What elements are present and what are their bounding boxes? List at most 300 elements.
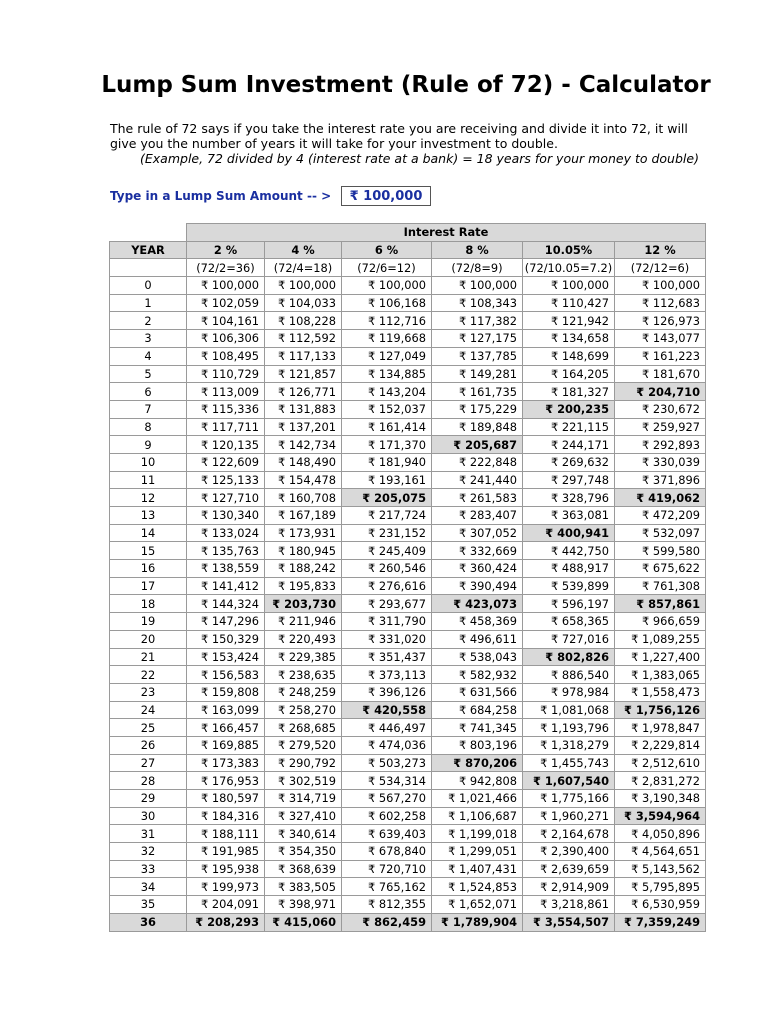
value-cell: ₹ 230,672 <box>615 400 706 418</box>
table-row <box>110 896 706 914</box>
value-cell: ₹ 181,940 <box>342 453 432 471</box>
value-cell: ₹ 188,242 <box>265 560 342 578</box>
value-cell: ₹ 184,316 <box>187 807 265 825</box>
value-cell: ₹ 276,616 <box>342 577 432 595</box>
value-cell: ₹ 244,171 <box>523 436 615 454</box>
value-cell: ₹ 297,748 <box>523 471 615 489</box>
value-cell: ₹ 446,497 <box>342 719 432 737</box>
table-row <box>110 524 706 542</box>
value-cell: ₹ 135,763 <box>187 542 265 560</box>
lump-sum-prompt: Type in a Lump Sum Amount -- > <box>110 189 332 203</box>
value-cell: ₹ 3,218,861 <box>523 896 615 914</box>
value-cell: ₹ 458,369 <box>432 613 523 631</box>
intro-description: The rule of 72 says if you take the interest rate you are receiving and divide it into 72, it will give you the number of years it will take for your investment to double. <box>110 121 688 151</box>
table-row <box>110 790 706 808</box>
value-cell: ₹ 761,308 <box>615 577 706 595</box>
value-cell: ₹ 2,914,909 <box>523 878 615 896</box>
value-cell: ₹ 211,946 <box>265 613 342 631</box>
value-cell: ₹ 3,594,964 <box>615 807 706 825</box>
value-cell: ₹ 180,597 <box>187 790 265 808</box>
value-cell: ₹ 115,336 <box>187 400 265 418</box>
value-cell: ₹ 496,611 <box>432 630 523 648</box>
value-cell: ₹ 127,710 <box>187 489 265 507</box>
value-cell: ₹ 110,729 <box>187 365 265 383</box>
intro-example: (Example, 72 divided by 4 (interest rate at a bank) = 18 years for your money to double) <box>140 151 699 166</box>
value-cell: ₹ 220,493 <box>265 630 342 648</box>
value-cell: ₹ 269,632 <box>523 453 615 471</box>
value-cell: ₹ 199,973 <box>187 878 265 896</box>
value-cell: ₹ 1,193,796 <box>523 719 615 737</box>
value-cell: ₹ 307,052 <box>432 524 523 542</box>
value-cell: ₹ 169,885 <box>187 736 265 754</box>
value-cell: ₹ 6,530,959 <box>615 896 706 914</box>
table-row <box>110 683 706 701</box>
value-cell: ₹ 260,546 <box>342 560 432 578</box>
value-cell: ₹ 100,000 <box>187 277 265 295</box>
year-cell: 17 <box>110 577 187 595</box>
value-cell: ₹ 351,437 <box>342 648 432 666</box>
value-cell: ₹ 978,984 <box>523 683 615 701</box>
value-cell: ₹ 371,896 <box>615 471 706 489</box>
value-cell: ₹ 5,795,895 <box>615 878 706 896</box>
year-cell: 15 <box>110 542 187 560</box>
value-cell: ₹ 472,209 <box>615 507 706 525</box>
table-row <box>110 666 706 684</box>
table-row <box>110 330 706 348</box>
table-row <box>110 577 706 595</box>
rate-header: 10.05% <box>523 241 615 259</box>
value-cell: ₹ 942,808 <box>432 772 523 790</box>
value-cell: ₹ 231,152 <box>342 524 432 542</box>
value-cell: ₹ 1,652,071 <box>432 896 523 914</box>
year-cell: 31 <box>110 825 187 843</box>
year-cell: 22 <box>110 666 187 684</box>
year-cell: 19 <box>110 613 187 631</box>
value-cell: ₹ 245,409 <box>342 542 432 560</box>
value-cell: ₹ 127,049 <box>342 347 432 365</box>
value-cell: ₹ 398,971 <box>265 896 342 914</box>
value-cell: ₹ 2,390,400 <box>523 843 615 861</box>
value-cell: ₹ 176,953 <box>187 772 265 790</box>
value-cell: ₹ 684,258 <box>432 701 523 719</box>
value-cell: ₹ 802,826 <box>523 648 615 666</box>
value-cell: ₹ 189,848 <box>432 418 523 436</box>
value-cell: ₹ 2,229,814 <box>615 736 706 754</box>
value-cell: ₹ 137,785 <box>432 347 523 365</box>
value-cell: ₹ 148,490 <box>265 453 342 471</box>
year-cell: 18 <box>110 595 187 613</box>
value-cell: ₹ 442,750 <box>523 542 615 560</box>
year-cell: 11 <box>110 471 187 489</box>
value-cell: ₹ 538,043 <box>432 648 523 666</box>
value-cell: ₹ 1,524,853 <box>432 878 523 896</box>
year-cell: 30 <box>110 807 187 825</box>
value-cell: ₹ 2,512,610 <box>615 754 706 772</box>
value-cell: ₹ 1,407,431 <box>432 860 523 878</box>
value-cell: ₹ 122,609 <box>187 453 265 471</box>
value-cell: ₹ 205,687 <box>432 436 523 454</box>
value-cell: ₹ 423,073 <box>432 595 523 613</box>
value-cell: ₹ 204,091 <box>187 896 265 914</box>
year-cell: 6 <box>110 383 187 401</box>
rate-header: 2 % <box>187 241 265 259</box>
value-cell: ₹ 173,383 <box>187 754 265 772</box>
value-cell: ₹ 474,036 <box>342 736 432 754</box>
value-cell: ₹ 127,175 <box>432 330 523 348</box>
value-cell: ₹ 1,318,279 <box>523 736 615 754</box>
rule-label: (72/6=12) <box>342 259 432 277</box>
table-row <box>110 701 706 719</box>
table-row <box>110 400 706 418</box>
value-cell: ₹ 159,808 <box>187 683 265 701</box>
year-cell: 29 <box>110 790 187 808</box>
year-cell: 16 <box>110 560 187 578</box>
value-cell: ₹ 658,365 <box>523 613 615 631</box>
value-cell: ₹ 327,410 <box>265 807 342 825</box>
rate-header: 4 % <box>265 241 342 259</box>
value-cell: ₹ 2,164,678 <box>523 825 615 843</box>
value-cell: ₹ 163,099 <box>187 701 265 719</box>
year-cell: 10 <box>110 453 187 471</box>
value-cell: ₹ 125,133 <box>187 471 265 489</box>
value-cell: ₹ 1,960,271 <box>523 807 615 825</box>
header-blank <box>110 224 187 242</box>
value-cell: ₹ 283,407 <box>432 507 523 525</box>
table-row <box>110 560 706 578</box>
table-row <box>110 754 706 772</box>
value-cell: ₹ 765,162 <box>342 878 432 896</box>
value-cell: ₹ 488,917 <box>523 560 615 578</box>
interest-rate-header: Interest Rate <box>187 224 706 242</box>
table-row <box>110 507 706 525</box>
rule-label: (72/4=18) <box>265 259 342 277</box>
value-cell: ₹ 1,558,473 <box>615 683 706 701</box>
value-cell: ₹ 279,520 <box>265 736 342 754</box>
value-cell: ₹ 1,021,466 <box>432 790 523 808</box>
value-cell: ₹ 419,062 <box>615 489 706 507</box>
value-cell: ₹ 1,227,400 <box>615 648 706 666</box>
value-cell: ₹ 180,945 <box>265 542 342 560</box>
value-cell: ₹ 142,734 <box>265 436 342 454</box>
investment-table <box>109 223 706 932</box>
value-cell: ₹ 134,885 <box>342 365 432 383</box>
year-cell: 13 <box>110 507 187 525</box>
year-cell: 21 <box>110 648 187 666</box>
year-cell: 0 <box>110 277 187 295</box>
value-cell: ₹ 152,037 <box>342 400 432 418</box>
value-cell: ₹ 161,414 <box>342 418 432 436</box>
value-cell: ₹ 160,708 <box>265 489 342 507</box>
value-cell: ₹ 108,228 <box>265 312 342 330</box>
value-cell: ₹ 200,235 <box>523 400 615 418</box>
value-cell: ₹ 138,559 <box>187 560 265 578</box>
rate-header: 6 % <box>342 241 432 259</box>
value-cell: ₹ 420,558 <box>342 701 432 719</box>
value-cell: ₹ 259,927 <box>615 418 706 436</box>
year-cell: 23 <box>110 683 187 701</box>
value-cell: ₹ 3,554,507 <box>523 913 615 931</box>
value-cell: ₹ 161,735 <box>432 383 523 401</box>
value-cell: ₹ 238,635 <box>265 666 342 684</box>
value-cell: ₹ 7,359,249 <box>615 913 706 931</box>
table-row <box>110 347 706 365</box>
value-cell: ₹ 1,756,126 <box>615 701 706 719</box>
value-cell: ₹ 121,942 <box>523 312 615 330</box>
value-cell: ₹ 143,204 <box>342 383 432 401</box>
value-cell: ₹ 1,081,068 <box>523 701 615 719</box>
value-cell: ₹ 100,000 <box>342 277 432 295</box>
value-cell: ₹ 1,299,051 <box>432 843 523 861</box>
value-cell: ₹ 112,592 <box>265 330 342 348</box>
value-cell: ₹ 354,350 <box>265 843 342 861</box>
table-row <box>110 736 706 754</box>
value-cell: ₹ 727,016 <box>523 630 615 648</box>
year-cell: 35 <box>110 896 187 914</box>
year-cell: 36 <box>110 913 187 931</box>
value-cell: ₹ 383,505 <box>265 878 342 896</box>
year-cell: 24 <box>110 701 187 719</box>
value-cell: ₹ 261,583 <box>432 489 523 507</box>
value-cell: ₹ 363,081 <box>523 507 615 525</box>
value-cell: ₹ 137,201 <box>265 418 342 436</box>
table-row <box>110 453 706 471</box>
value-cell: ₹ 373,113 <box>342 666 432 684</box>
table-row <box>110 542 706 560</box>
value-cell: ₹ 532,097 <box>615 524 706 542</box>
value-cell: ₹ 117,711 <box>187 418 265 436</box>
value-cell: ₹ 112,716 <box>342 312 432 330</box>
table-row <box>110 772 706 790</box>
value-cell: ₹ 1,978,847 <box>615 719 706 737</box>
value-cell: ₹ 149,281 <box>432 365 523 383</box>
value-cell: ₹ 966,659 <box>615 613 706 631</box>
value-cell: ₹ 1,607,540 <box>523 772 615 790</box>
value-cell: ₹ 248,259 <box>265 683 342 701</box>
value-cell: ₹ 133,024 <box>187 524 265 542</box>
table-row <box>110 365 706 383</box>
year-cell: 5 <box>110 365 187 383</box>
value-cell: ₹ 171,370 <box>342 436 432 454</box>
value-cell: ₹ 1,775,166 <box>523 790 615 808</box>
value-cell: ₹ 102,059 <box>187 294 265 312</box>
value-cell: ₹ 181,327 <box>523 383 615 401</box>
value-cell: ₹ 188,111 <box>187 825 265 843</box>
value-cell: ₹ 503,273 <box>342 754 432 772</box>
value-cell: ₹ 153,424 <box>187 648 265 666</box>
table-row <box>110 489 706 507</box>
value-cell: ₹ 119,668 <box>342 330 432 348</box>
value-cell: ₹ 290,792 <box>265 754 342 772</box>
value-cell: ₹ 870,206 <box>432 754 523 772</box>
table-row <box>110 843 706 861</box>
value-cell: ₹ 156,583 <box>187 666 265 684</box>
table-row <box>110 630 706 648</box>
value-cell: ₹ 2,831,272 <box>615 772 706 790</box>
value-cell: ₹ 678,840 <box>342 843 432 861</box>
year-cell: 25 <box>110 719 187 737</box>
rule-label: (72/12=6) <box>615 259 706 277</box>
value-cell: ₹ 599,580 <box>615 542 706 560</box>
lump-sum-input[interactable]: ₹ 100,000 <box>341 186 431 206</box>
value-cell: ₹ 100,000 <box>432 277 523 295</box>
value-cell: ₹ 602,258 <box>342 807 432 825</box>
value-cell: ₹ 741,345 <box>432 719 523 737</box>
year-cell: 4 <box>110 347 187 365</box>
value-cell: ₹ 812,355 <box>342 896 432 914</box>
value-cell: ₹ 173,931 <box>265 524 342 542</box>
year-cell: 33 <box>110 860 187 878</box>
value-cell: ₹ 675,622 <box>615 560 706 578</box>
value-cell: ₹ 161,223 <box>615 347 706 365</box>
value-cell: ₹ 120,135 <box>187 436 265 454</box>
value-cell: ₹ 360,424 <box>432 560 523 578</box>
value-cell: ₹ 175,229 <box>432 400 523 418</box>
value-cell: ₹ 191,985 <box>187 843 265 861</box>
value-cell: ₹ 208,293 <box>187 913 265 931</box>
value-cell: ₹ 229,385 <box>265 648 342 666</box>
value-cell: ₹ 5,143,562 <box>615 860 706 878</box>
value-cell: ₹ 217,724 <box>342 507 432 525</box>
rule-blank <box>110 259 187 277</box>
value-cell: ₹ 143,077 <box>615 330 706 348</box>
value-cell: ₹ 106,306 <box>187 330 265 348</box>
year-header: YEAR <box>110 241 187 259</box>
table-row <box>110 277 706 295</box>
value-cell: ₹ 130,340 <box>187 507 265 525</box>
value-cell: ₹ 221,115 <box>523 418 615 436</box>
rule-label: (72/8=9) <box>432 259 523 277</box>
value-cell: ₹ 148,699 <box>523 347 615 365</box>
value-cell: ₹ 166,457 <box>187 719 265 737</box>
year-cell: 20 <box>110 630 187 648</box>
value-cell: ₹ 110,427 <box>523 294 615 312</box>
table-row <box>110 648 706 666</box>
rate-header: 8 % <box>432 241 523 259</box>
value-cell: ₹ 268,685 <box>265 719 342 737</box>
value-cell: ₹ 1,106,687 <box>432 807 523 825</box>
value-cell: ₹ 1,383,065 <box>615 666 706 684</box>
table-row <box>110 860 706 878</box>
value-cell: ₹ 400,941 <box>523 524 615 542</box>
value-cell: ₹ 4,050,896 <box>615 825 706 843</box>
value-cell: ₹ 886,540 <box>523 666 615 684</box>
value-cell: ₹ 117,382 <box>432 312 523 330</box>
year-cell: 26 <box>110 736 187 754</box>
value-cell: ₹ 144,324 <box>187 595 265 613</box>
value-cell: ₹ 126,771 <box>265 383 342 401</box>
year-cell: 14 <box>110 524 187 542</box>
value-cell: ₹ 167,189 <box>265 507 342 525</box>
value-cell: ₹ 1,455,743 <box>523 754 615 772</box>
value-cell: ₹ 204,710 <box>615 383 706 401</box>
value-cell: ₹ 328,796 <box>523 489 615 507</box>
value-cell: ₹ 332,669 <box>432 542 523 560</box>
value-cell: ₹ 147,296 <box>187 613 265 631</box>
value-cell: ₹ 534,314 <box>342 772 432 790</box>
year-cell: 28 <box>110 772 187 790</box>
value-cell: ₹ 154,478 <box>265 471 342 489</box>
value-cell: ₹ 302,519 <box>265 772 342 790</box>
value-cell: ₹ 292,893 <box>615 436 706 454</box>
value-cell: ₹ 134,658 <box>523 330 615 348</box>
value-cell: ₹ 314,719 <box>265 790 342 808</box>
value-cell: ₹ 293,677 <box>342 595 432 613</box>
table-row <box>110 807 706 825</box>
value-cell: ₹ 222,848 <box>432 453 523 471</box>
value-cell: ₹ 1,089,255 <box>615 630 706 648</box>
value-cell: ₹ 100,000 <box>615 277 706 295</box>
rate-header: 12 % <box>615 241 706 259</box>
value-cell: ₹ 131,883 <box>265 400 342 418</box>
intro-text <box>110 121 710 166</box>
table-row <box>110 418 706 436</box>
table-row <box>110 613 706 631</box>
value-cell: ₹ 631,566 <box>432 683 523 701</box>
value-cell: ₹ 3,190,348 <box>615 790 706 808</box>
value-cell: ₹ 330,039 <box>615 453 706 471</box>
value-cell: ₹ 415,060 <box>265 913 342 931</box>
value-cell: ₹ 720,710 <box>342 860 432 878</box>
value-cell: ₹ 596,197 <box>523 595 615 613</box>
value-cell: ₹ 100,000 <box>265 277 342 295</box>
year-cell: 9 <box>110 436 187 454</box>
table-row <box>110 436 706 454</box>
value-cell: ₹ 311,790 <box>342 613 432 631</box>
table-row <box>110 878 706 896</box>
value-cell: ₹ 539,899 <box>523 577 615 595</box>
year-cell: 2 <box>110 312 187 330</box>
value-cell: ₹ 567,270 <box>342 790 432 808</box>
value-cell: ₹ 331,020 <box>342 630 432 648</box>
value-cell: ₹ 803,196 <box>432 736 523 754</box>
value-cell: ₹ 241,440 <box>432 471 523 489</box>
rule-label: (72/10.05=7.2) <box>523 259 615 277</box>
value-cell: ₹ 112,683 <box>615 294 706 312</box>
value-cell: ₹ 258,270 <box>265 701 342 719</box>
value-cell: ₹ 104,033 <box>265 294 342 312</box>
value-cell: ₹ 150,329 <box>187 630 265 648</box>
value-cell: ₹ 639,403 <box>342 825 432 843</box>
value-cell: ₹ 106,168 <box>342 294 432 312</box>
year-cell: 8 <box>110 418 187 436</box>
table-row <box>110 383 706 401</box>
year-cell: 12 <box>110 489 187 507</box>
value-cell: ₹ 582,932 <box>432 666 523 684</box>
rule-label: (72/2=36) <box>187 259 265 277</box>
table-row <box>110 294 706 312</box>
value-cell: ₹ 108,495 <box>187 347 265 365</box>
value-cell: ₹ 126,973 <box>615 312 706 330</box>
value-cell: ₹ 164,205 <box>523 365 615 383</box>
value-cell: ₹ 1,199,018 <box>432 825 523 843</box>
page-title: Lump Sum Investment (Rule of 72) - Calculator <box>101 72 711 98</box>
value-cell: ₹ 390,494 <box>432 577 523 595</box>
value-cell: ₹ 195,833 <box>265 577 342 595</box>
table-row <box>110 595 706 613</box>
table-row <box>110 719 706 737</box>
value-cell: ₹ 104,161 <box>187 312 265 330</box>
value-cell: ₹ 100,000 <box>523 277 615 295</box>
value-cell: ₹ 2,639,659 <box>523 860 615 878</box>
year-cell: 27 <box>110 754 187 772</box>
value-cell: ₹ 4,564,651 <box>615 843 706 861</box>
value-cell: ₹ 857,861 <box>615 595 706 613</box>
year-cell: 32 <box>110 843 187 861</box>
value-cell: ₹ 195,938 <box>187 860 265 878</box>
value-cell: ₹ 862,459 <box>342 913 432 931</box>
value-cell: ₹ 181,670 <box>615 365 706 383</box>
year-cell: 1 <box>110 294 187 312</box>
